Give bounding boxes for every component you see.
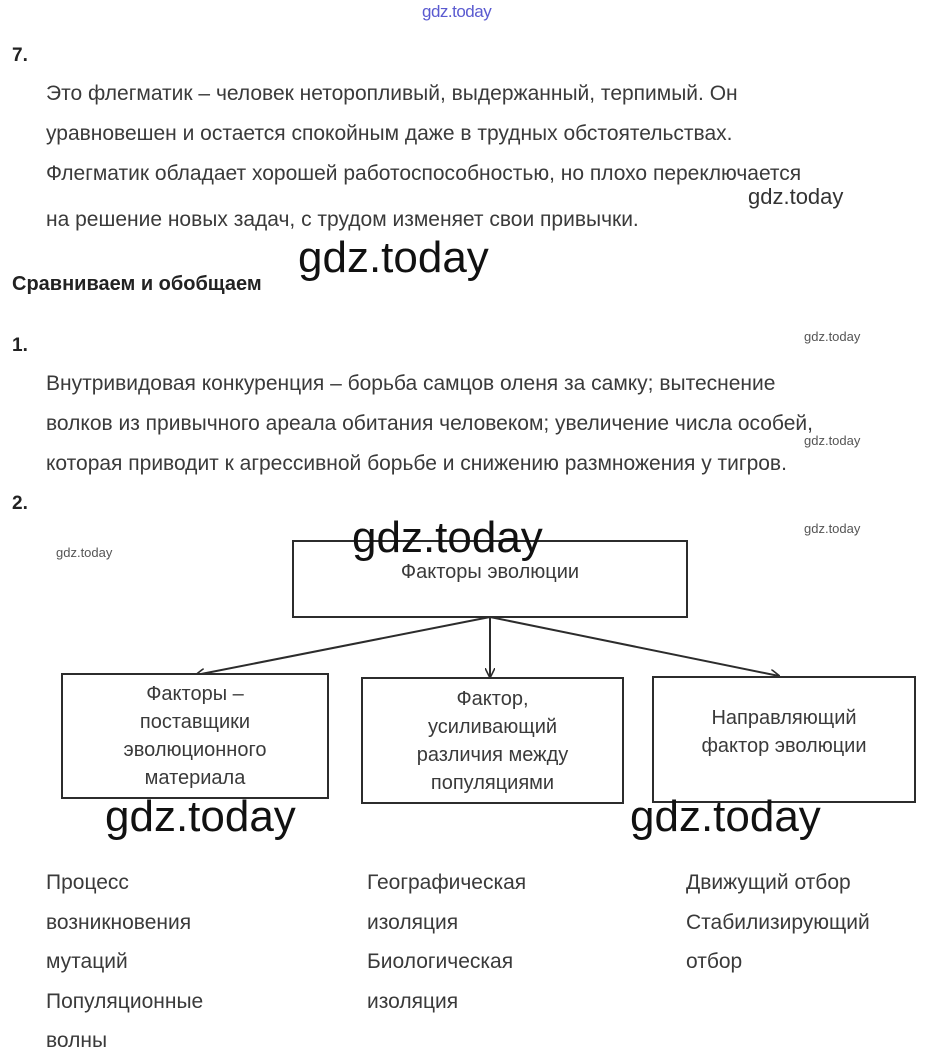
column-3-item: Движущий отбор bbox=[686, 871, 851, 894]
column-2-item: Биологическая bbox=[367, 950, 514, 973]
task-1-line: волков из привычного ареала обитания человеком; увеличение числа особей, bbox=[46, 412, 813, 435]
task-7-line: Флегматик обладает хорошей работоспособностью, но плохо переключается bbox=[46, 162, 802, 185]
diagram-child-box bbox=[361, 677, 624, 804]
column-2-item: изоляция bbox=[367, 911, 459, 934]
column-1-item: Процесс bbox=[46, 871, 129, 894]
diagram-child-box bbox=[652, 676, 916, 803]
arrow-to-left-box bbox=[196, 617, 490, 675]
watermark: gdz.today bbox=[298, 233, 489, 282]
watermark: gdz.today bbox=[105, 792, 296, 841]
watermark-top: gdz.today bbox=[422, 2, 492, 21]
section-heading: Сравниваем и обобщаем bbox=[12, 273, 262, 295]
task-7-line: на решение новых задач, с трудом изменяет свои привычки. bbox=[46, 208, 639, 231]
diagram-child-box bbox=[61, 673, 329, 799]
diagram-child-label: Факторы – поставщики эволюционного материала bbox=[123, 683, 267, 789]
watermark: gdz.today bbox=[804, 329, 861, 344]
diagram-root-label: Факторы эволюции bbox=[400, 561, 580, 583]
column-2-item: изоляция bbox=[367, 990, 459, 1013]
diagram-child-label: Фактор, усиливающий различия между популяциями bbox=[416, 687, 569, 794]
column-1-item: Популяционные bbox=[46, 990, 204, 1013]
watermark: gdz.today bbox=[352, 513, 543, 562]
column-3-item: отбор bbox=[686, 950, 743, 973]
watermark: gdz.today bbox=[630, 792, 821, 841]
column-3-item: Стабилизирующий bbox=[686, 911, 870, 934]
arrow-to-right-box bbox=[490, 617, 779, 676]
diagram-child-label: Направляющий фактор эволюции bbox=[701, 706, 867, 757]
watermark: gdz.today bbox=[804, 521, 861, 536]
task-7-line: Это флегматик – человек неторопливый, выдержанный, терпимый. Он bbox=[46, 82, 738, 105]
watermark: gdz.today bbox=[56, 545, 113, 560]
task-1-line: Внутривидовая конкуренция – борьба самцов оленя за самку; вытеснение bbox=[46, 372, 776, 395]
task-2-number: 2. bbox=[12, 493, 28, 514]
watermark: gdz.today bbox=[804, 433, 861, 448]
task-1-number: 1. bbox=[12, 335, 28, 356]
column-1-item: волны bbox=[46, 1029, 108, 1052]
column-1-item: возникновения bbox=[46, 911, 192, 934]
watermark: gdz.today bbox=[748, 184, 844, 209]
column-2-item: Географическая bbox=[367, 871, 527, 894]
task-1-line: которая приводит к агрессивной борьбе и снижению размножения у тигров. bbox=[46, 452, 787, 475]
task-7-line: уравновешен и остается спокойным даже в трудных обстоятельствах. bbox=[46, 122, 733, 145]
task-7-number: 7. bbox=[12, 45, 28, 66]
column-1-item: мутаций bbox=[46, 950, 128, 973]
